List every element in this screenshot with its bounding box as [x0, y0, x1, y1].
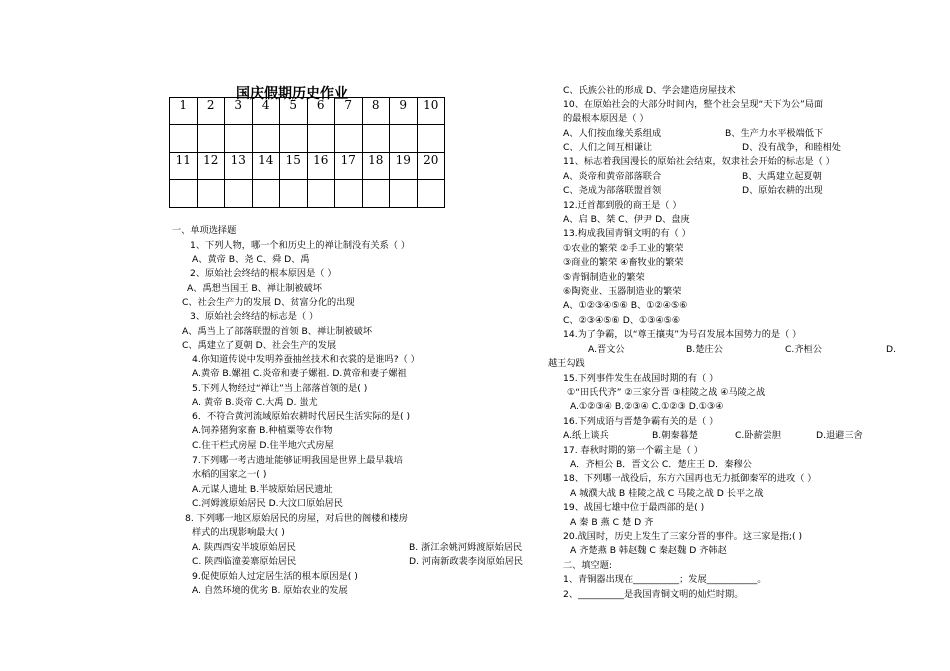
answer-cell: [307, 180, 335, 208]
grid-number: 10: [417, 98, 445, 125]
question-line: A. 黄帝 B.炎帝 C.大禹 D. 蚩尤: [192, 397, 318, 408]
grid-number: 12: [197, 153, 225, 180]
question-line: C、人们之间互相谦让: [563, 142, 653, 153]
question-line: A.饲养猪狗家畜 B.种植粟等农作物: [192, 425, 333, 436]
grid-number: 18: [362, 153, 390, 180]
question-line: 18、下列哪一战役后，东方六国再也无力抵御秦军的进攻（ ）: [563, 473, 817, 484]
question-line: A 城濮大战 B 桂陵之战 C 马陵之战 D 长平之战: [570, 488, 764, 499]
question-line: 17. 春秋时期的第一个霸主是（ ）: [563, 445, 703, 456]
grid-number: 14: [252, 153, 280, 180]
question-line: 3、原始社会终结的标志是（ ）: [190, 311, 319, 322]
grid-number: 13: [225, 153, 253, 180]
question-line: C、尧成为部落联盟首领: [563, 185, 662, 196]
grid-number: 6: [307, 98, 335, 125]
question-line: C、社会生产力的发展 D、贫富分化的出现: [182, 297, 355, 308]
question-line: 2、原始社会终结的根本原因是（ ）: [190, 268, 337, 279]
question-line: 10、在原始社会的大部分时间内，整个社会呈现“天下为公”局面: [563, 99, 824, 110]
question-line: A、禹当上了部落联盟的首领 B、禅让制被破坏: [182, 326, 373, 337]
question-line: A、①②③④⑤⑥ B、①②④⑤⑥: [563, 300, 688, 311]
question-line: 1、下列人物，哪一个和历史上的禅让制没有关系（ ）: [190, 240, 411, 251]
grid-number: 9: [390, 98, 418, 125]
page-title: 国庆假期历史作业: [236, 86, 348, 102]
question-line: 4.你知道传说中发明养蚕抽丝技术和衣裳的是谁吗?（ ）: [192, 354, 420, 365]
question-line: 的最根本原因是（ ）: [563, 113, 649, 124]
question-line: 样式的出现影响最大( ): [192, 527, 285, 538]
question-line: A、启 B、桀 C、伊尹 D、盘庚: [563, 214, 690, 225]
section-heading: 二、填空题:: [563, 560, 613, 571]
question-line: A、人们按血缘关系组成: [563, 128, 662, 139]
answer-cell: [335, 125, 363, 153]
question-line: A. 陕西西安半坡原始居民: [192, 542, 296, 553]
question-line: 12.迁首都到殷的商王是（ ）: [563, 200, 682, 211]
question-line: 越王勾践: [548, 358, 585, 369]
question-line: 6．不符合黄河流域原始农耕时代居民生活实际的是( ): [192, 411, 411, 422]
question-line: C.住干栏式房屋 D.住半地穴式房屋: [192, 440, 334, 451]
question-line: C.卧薪尝胆: [735, 430, 782, 441]
question-line: B. 浙江余姚河姆渡原始居民: [409, 542, 523, 553]
answer-cell: [280, 125, 308, 153]
question-line: A、禹想当国王 B、禅让制被破坏: [187, 283, 322, 294]
grid-number: 4: [252, 98, 280, 125]
grid-number: 16: [307, 153, 335, 180]
question-line: B、生产力水平极端低下: [725, 128, 824, 139]
question-line: 16.下列成语与晋楚争霸有关的是（ ）: [563, 416, 719, 427]
question-line: C、氏族公社的形成 D、学会建造房屋技术: [563, 85, 736, 96]
question-line: 13.构成我国青铜文明的有（ ）: [563, 228, 691, 239]
question-line: 2、__________是我国青铜文明的灿烂时期。: [563, 589, 744, 600]
answer-cell: [390, 125, 418, 153]
answer-cell: [307, 125, 335, 153]
question-line: 8. 下列哪一地区原始居民的房屋，对后世的阁楼和楼房: [185, 513, 408, 524]
answer-cell: [362, 125, 390, 153]
answer-grid: [169, 97, 445, 208]
question-line: A.黄帝 B.嫘祖 C.炎帝和妻子嫘祖. D.黄帝和妻子嫘祖: [192, 368, 407, 379]
question-line: 14.为了争霸，以“尊王攘夷”为号召发展本国势力的是（ ）: [563, 329, 802, 340]
question-line: A.晋文公: [588, 344, 625, 355]
question-line: C.齐桓公: [785, 344, 822, 355]
grid-number: 1: [170, 98, 198, 125]
question-line: A、炎帝和黄帝部落联合: [563, 171, 662, 182]
question-line: 9.促使原始人过定居生活的根本原因是( ): [192, 571, 358, 582]
answer-cell: [362, 180, 390, 208]
grid-number: 11: [170, 153, 198, 180]
section-heading: 一、单项选择题: [172, 225, 237, 236]
question-line: ①“田氏代齐” ②三家分晋 ③桂陵之战 ④马陵之战: [567, 387, 766, 398]
question-line: D.: [886, 344, 896, 355]
question-line: 水稻的国家之一( ): [192, 469, 267, 480]
question-line: C.河姆渡原始居民 D.大汶口原始居民: [192, 498, 343, 509]
question-line: 1、青铜器出现在__________；发展___________。: [563, 574, 767, 585]
question-line: B.朝秦暮楚: [652, 430, 698, 441]
answer-cell: [170, 125, 198, 153]
question-line: 19、战国七雄中位于最西部的是( ): [563, 502, 705, 513]
question-line: A．齐桓公 B．晋文公 C．楚庄王 D．秦穆公: [570, 459, 752, 470]
grid-number: 2: [197, 98, 225, 125]
question-line: A 秦 B 燕 C 楚 D 齐: [570, 517, 654, 528]
answer-cell: [225, 125, 253, 153]
question-line: A.元谋人遗址 B.半坡原始居民遗址: [192, 484, 333, 495]
question-line: A 齐楚燕 B 韩赵魏 C 秦赵魏 D 齐韩赵: [570, 545, 727, 556]
question-line: ①农业的繁荣 ②手工业的繁荣: [563, 243, 684, 254]
question-line: C. 陕西临潼姜寨原始居民: [192, 556, 297, 567]
question-line: D. 河南新政裴李岗原始居民: [409, 556, 523, 567]
answer-cell: [390, 180, 418, 208]
question-line: A.①②③④ B.②③④ C.①②③ D.①③④: [570, 401, 724, 412]
grid-number: 8: [362, 98, 390, 125]
question-line: D、没有战争，和睦相处: [742, 142, 841, 153]
answer-cell: [335, 180, 363, 208]
question-line: A.纸上谈兵: [563, 430, 609, 441]
question-line: 20.战国时，历史上发生了三家分晋的事件。这三家是指;( ): [563, 531, 803, 542]
question-line: A、黄帝 B、尧 C、舜 D、禹: [192, 254, 310, 265]
question-line: A. 自然环境的优劣 B. 原始农业的发展: [192, 585, 348, 596]
grid-number: 17: [335, 153, 363, 180]
answer-cell: [225, 180, 253, 208]
question-line: ⑤青铜制造业的繁荣: [563, 272, 645, 283]
question-line: 7.下列哪一考古遗址能够证明我国是世界上最早栽培: [192, 455, 403, 466]
question-line: C、②③④⑤⑥ D、①③④⑤⑥: [563, 315, 681, 326]
answer-cell: [197, 180, 225, 208]
question-line: D.退避三舍: [816, 430, 863, 441]
question-line: D、原始农耕的出现: [742, 185, 823, 196]
answer-cell: [417, 125, 445, 153]
answer-cell: [280, 180, 308, 208]
grid-number: 15: [280, 153, 308, 180]
question-line: 15.下列事件发生在战国时期的有（ ）: [563, 373, 719, 384]
grid-number: 19: [390, 153, 418, 180]
question-line: C、禹建立了夏朝 D、社会生产的发展: [182, 340, 337, 351]
answer-cell: [252, 125, 280, 153]
question-line: B.楚庄公: [686, 344, 723, 355]
question-line: 5.下列人物经过“禅让”当上部落首领的是( ): [192, 383, 368, 394]
grid-number: 5: [280, 98, 308, 125]
grid-number: 20: [417, 153, 445, 180]
answer-cell: [197, 125, 225, 153]
question-line: B、大禹建立起夏朝: [742, 171, 822, 182]
question-line: ③商业的繁荣 ④畜牧业的繁荣: [563, 257, 684, 268]
question-line: ⑥陶瓷业、玉器制造业的繁荣: [563, 286, 682, 297]
question-line: 11、标志着我国漫长的原始社会结束，奴隶社会开始的标志是（ ）: [563, 156, 835, 167]
grid-number: 3: [225, 98, 253, 125]
answer-cell: [252, 180, 280, 208]
grid-number: 7: [335, 98, 363, 125]
answer-cell: [417, 180, 445, 208]
answer-cell: [170, 180, 198, 208]
